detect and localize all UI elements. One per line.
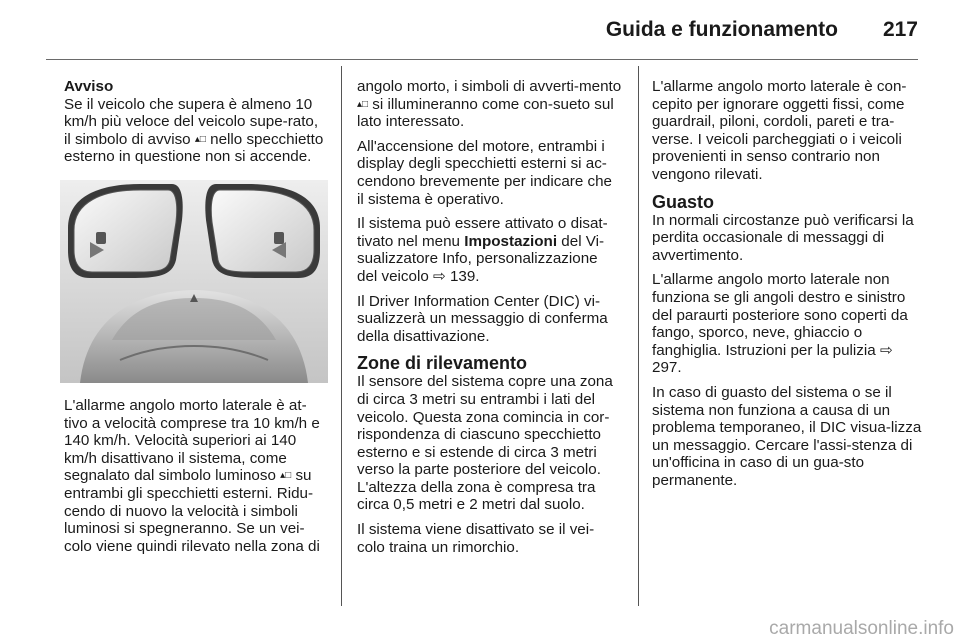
body-paragraph — [357, 78, 622, 131]
body-text: del Vi-sualizzatore Info, personalizzazione del veicolo — [357, 232, 605, 285]
section-heading: Guasto — [652, 191, 715, 212]
note-title: Avviso — [64, 78, 114, 95]
column-1 — [64, 78, 326, 562]
body-paragraph: Il sistema viene disattivato se il vei-colo traina un rimorchio. — [357, 521, 595, 556]
body-text: si illumineranno come con-sueto sul lato interessato. — [357, 95, 614, 131]
body-paragraph — [357, 215, 622, 285]
side-blind-zone-alert-icon: ▴□ — [194, 133, 206, 145]
body-text: L'allarme angolo morto laterale non funziona se gli angoli destro e sinistro del paraurti posteriore sono coperti da fango, sporco, neve, ghiaccio o fanghiglia. Istruzioni per la pulizia — [652, 271, 908, 359]
body-text: su entrambi gli specchietti esterni. Ridu-cendo di nuovo la velocità i simboli luminosi si spegneranno. Se un vei-colo viene quindi rilevato nella zona di — [64, 467, 320, 555]
section-heading: Zone di rilevamento — [357, 353, 528, 374]
body-paragraph: Il Driver Information Center (DIC) vi-sualizzerà un messaggio di conferma della disattivazione. — [357, 292, 608, 345]
body-paragraph: All'accensione del motore, entrambi i display degli specchietti esterni si ac-cendono brevemente per indicare che il sistema è operativo. — [357, 137, 612, 208]
column-3 — [652, 78, 924, 496]
body-paragraph: Il sensore del sistema copre una zona di circa 3 metri su entrambi i lati del veicolo. Questa zona comincia in cor-rispondenza di ciascuno specchietto esterno e si estende di circa 3 metri verso la parte posteriore del veicolo. L'altezza della zona è compresa tra circa 0,5 metri e 2 metri dal suolo. — [357, 373, 613, 514]
side-blind-zone-alert-icon: ▴□ — [280, 470, 292, 482]
mirror-illustration-drawing — [60, 180, 328, 383]
body-paragraph: In caso di guasto del sistema o se il sistema non funziona a causa di un problema temporaneo, il DIC visua-lizza un messaggio. Cercare l'assi-stenza di un'officina in caso di un gua-sto permanente. — [652, 383, 922, 489]
body-paragraph: In normali circostanze può verificarsi la perdita occasionale di messaggi di avvertimento. — [652, 211, 914, 264]
header-rule — [46, 59, 918, 60]
body-text: angolo morto, i simboli di avverti-mento — [357, 78, 622, 95]
note-text-part: nello specchietto esterno in questione non si accende. — [64, 130, 324, 166]
page-reference[interactable]: 297. — [652, 359, 682, 377]
page-reference-arrow-icon: ⇨ — [433, 267, 446, 285]
side-blind-zone-alert-icon: ▴□ — [357, 98, 369, 110]
page-number: 217 — [882, 18, 918, 41]
watermark: carmanualsonline.info — [769, 618, 954, 639]
page-header — [0, 0, 960, 62]
column-2 — [357, 78, 622, 563]
note-text — [64, 96, 326, 166]
menu-name: Impostazioni — [464, 232, 558, 250]
page-reference[interactable]: 139. — [449, 267, 480, 285]
mirror-illustration — [60, 180, 328, 383]
page-reference-arrow-icon: ⇨ — [879, 341, 893, 359]
note-text-part: Se il veicolo che supera è almeno 10 km/h più veloce del veicolo supe-rato, il simbolo di avviso — [64, 95, 319, 148]
body-paragraph — [64, 397, 326, 555]
body-text: Il sistema può essere attivato o disat-tivato nel menu — [357, 215, 608, 250]
section-title: Guida e funzionamento — [605, 18, 838, 41]
column-divider — [638, 66, 639, 606]
body-text: L'allarme angolo morto laterale è at-tivo a velocità comprese tra 10 km/h e 140 km/h. Velocità superiori ai 140 km/h disattivano il sistema, come segnalato dal simbolo luminoso — [64, 396, 320, 485]
body-paragraph — [652, 271, 924, 377]
column-divider — [341, 66, 342, 606]
body-paragraph: L'allarme angolo morto laterale è con-cepito per ignorare oggetti fissi, come guardrail, piloni, cordoli, pareti e tra-verse. I veicoli parcheggiati o i veicoli provenienti in senso contrario non vengono rilevati. — [652, 78, 907, 183]
